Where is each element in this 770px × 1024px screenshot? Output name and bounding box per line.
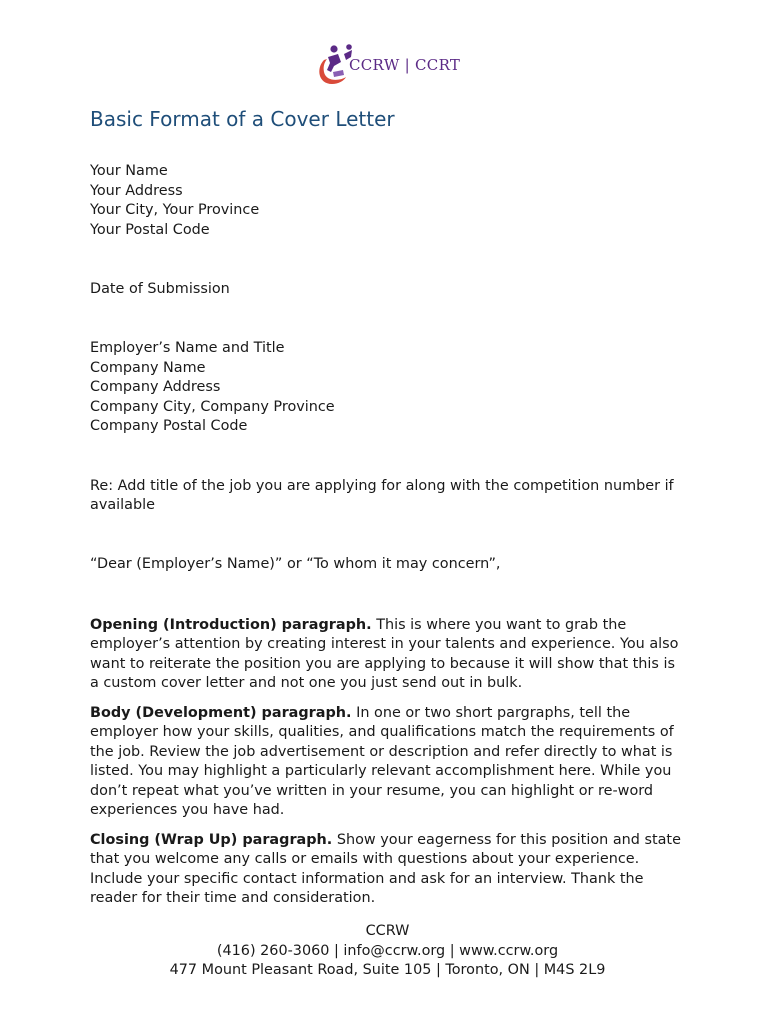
footer-org: CCRW [365, 923, 410, 939]
body-text: In one or two short pargraphs, tell the employer how your skills, qualities, and qualifications match the requirements of the job. Review the job advertisement or description and refer directly to what is listed. You may highlight a particularly relevant accomplishment here. While you don’t repeat what you’ve written in your resume, you can highlight or re-word experiences you have had. [90, 705, 674, 819]
recipient-company: Company Name [90, 359, 206, 376]
opening-paragraph [90, 616, 685, 694]
closing-paragraph [90, 831, 685, 909]
sender-city: Your City, Your Province [90, 202, 260, 219]
date-line [90, 280, 230, 300]
footer [90, 922, 685, 981]
recipient-name-title: Employer’s Name and Title [90, 340, 285, 356]
opening-text: This is where you want to grab the employer’s attention by creating interest in your talents and experience. You also want to reiterate the position you are applying to because it will show that this is a custom cover letter and not one you just send out in bulk. [90, 617, 679, 692]
closing-text: Show your eagerness for this position and state that you welcome any calls or emails with questions about your experience. Include your specific contact information and ask for an interview. Thank the reader for their time and consideration. [90, 832, 681, 907]
ccrw-logo [314, 42, 464, 92]
salutation: “Dear (Employer’s Name)” or “To whom it may concern”, [90, 556, 501, 572]
footer-contact: (416) 260-3060 | info@ccrw.org | www.ccrw.org [216, 942, 559, 959]
ccrw-logo-mark-icon [314, 42, 354, 92]
footer-address: 477 Mount Pleasant Road, Suite 105 | Toronto, ON | M4S 2L9 [169, 962, 606, 979]
sender-address [90, 162, 259, 240]
recipient-address [90, 339, 335, 437]
recipient-street: Company Address [90, 379, 221, 396]
logo-text: CCRW | CCRT [349, 56, 461, 74]
recipient-postal: Company Postal Code [90, 418, 248, 435]
date-text: Date of Submission [90, 281, 230, 297]
sender-postal: Your Postal Code [90, 221, 210, 238]
page-title: Basic Format of a Cover Letter [90, 107, 395, 131]
sender-street: Your Address [90, 182, 183, 199]
sender-name: Your Name [90, 163, 168, 179]
re-line: Re: Add title of the job you are applying for along with the competition number if available [90, 478, 674, 514]
opening-heading: Opening (Introduction) paragraph. [90, 617, 372, 633]
recipient-city: Company City, Company Province [90, 398, 335, 415]
body-paragraph [90, 704, 685, 820]
body-heading: Body (Development) paragraph. [90, 705, 352, 721]
closing-heading: Closing (Wrap Up) paragraph. [90, 832, 333, 848]
